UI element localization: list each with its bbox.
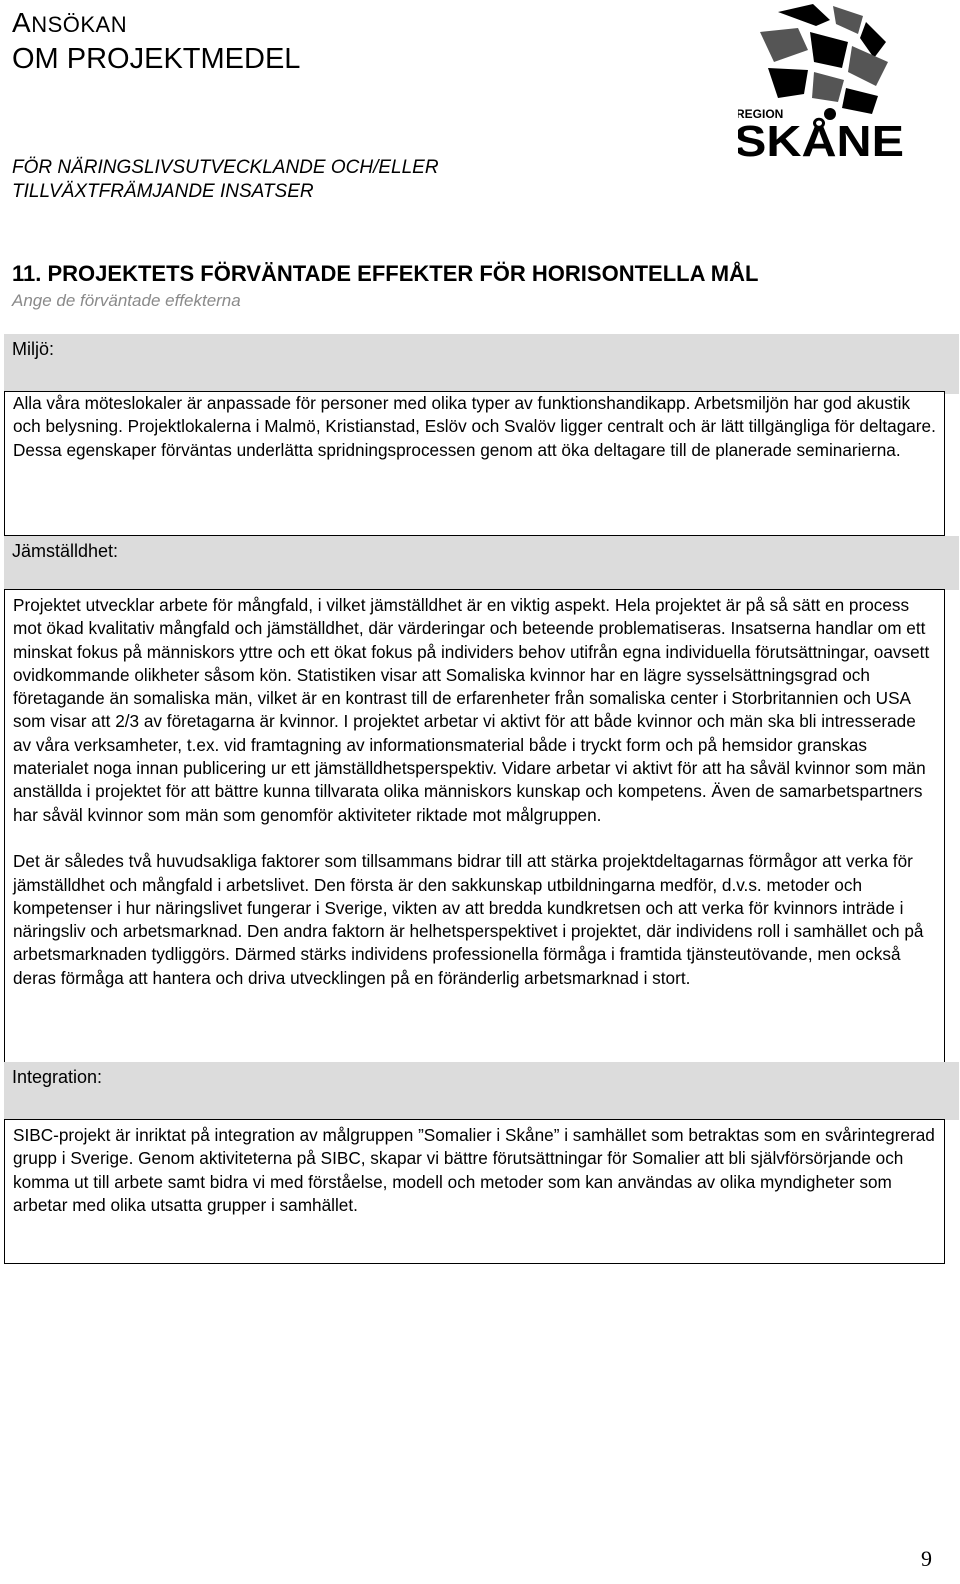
logo-region-text: REGION xyxy=(738,107,784,121)
integration-label: Integration: xyxy=(12,1067,103,1087)
environment-paragraph: Alla våra möteslokaler är anpassade för personer med olika typer av funktionshandikapp. Arbetsmiljön har god akustik och belysning. Projektlokalerna i Malmö, Kristianstad, Eslöv och Svalöv ligger centralt och är lätt tillgängliga för deltagare. Dessa egenskaper förväntas underlätta spridningsprocessen genom att öka deltagare till de planerade seminarierna. xyxy=(13,393,936,460)
section-hint: Ange de förväntade effekterna xyxy=(12,291,241,310)
page-number: 9 xyxy=(921,1546,932,1571)
equality-label-band xyxy=(4,536,959,590)
section-heading: 11. PROJEKTETS FÖRVÄNTADE EFFEKTER FÖR HORISONTELLA MÅL xyxy=(12,261,759,286)
equality-label: Jämställdhet: xyxy=(12,541,119,561)
title-line-2: OM PROJEKTMEDEL xyxy=(12,43,301,75)
title-rest: NSÖKAN xyxy=(31,12,128,37)
integration-paragraph: SIBC-projekt är inriktat på integration av målgruppen ”Somalier i Skåne” i samhället som betraktas som en svårintegrerad grupp i Sverige. Genom aktiviteterna på SIBC, skapar vi bättre förutsättningar för Somalier att bli självförsörjande och komma ut till arbete samt bidra vi med förståelse, modell och metoder som kan användas av olika myndigheter som arbetar med olika utsatta grupper i samhället. xyxy=(13,1125,935,1215)
environment-label-band xyxy=(4,334,959,394)
region-skane-logo xyxy=(738,2,908,162)
document-title xyxy=(12,6,300,76)
equality-paragraph-2: Det är således två huvudsakliga faktorer som tillsammans bidrar till att stärka projektdeltagarnas förmågor att verka för jämställdhet och mångfald i arbetslivet. Den första är den sakkunskap utbildningarna medför, d.v.s. metoder och kompetenser i hur näringslivet fungerar i Sverige, vikten av att bredda kundkretsen och att verka för kvinnors inträde i näringsliv och arbetsmarknad. Den andra faktorn är helhetsperspektivet i projektet, där individens roll i samhället och på arbetsmarknaden tydliggörs. Därmed stärks individens professionella förmåga i framtida tjänsteutövande, men också deras förmåga att hantera och driva utvecklingen på en föränderlig arbetsmarknad i stort. xyxy=(13,851,924,988)
logo-skane-text: SKÅNE xyxy=(738,117,904,162)
document-subtitle xyxy=(12,156,612,204)
subtitle-line-2: TILLVÄXTFRÄMJANDE INSATSER xyxy=(12,181,314,202)
environment-label: Miljö: xyxy=(12,339,55,359)
title-initial: A xyxy=(12,7,32,38)
integration-text-field[interactable] xyxy=(4,1119,945,1264)
title-line-1 xyxy=(12,6,300,42)
equality-text-field[interactable] xyxy=(4,589,945,1063)
equality-paragraph-1: Projektet utvecklar arbete för mångfald, i vilket jämställdhet är en viktig aspekt. Hela projektet är på så sätt en process mot ökad kvalitativ mångfald och jämställdhet, där värderingar och beteende problematiseras. Insatserna handlar om ett minskat fokus på människors yttre och ett ökat fokus på individers behov utifrån egna individuella förutsättningar, oavsett ovidkommande olikheter såsom kön. Statistiken visar att Somaliska kvinnor har en lägre sysselsättningsgrad och företagande än somaliska män, vilket är en kontrast till de erfarenheter från somaliska center i Storbritannien och USA som visar att 2/3 av företagarna är kvinnor. I projektet arbetar vi aktivt för att både kvinnor och män ska bli intresserade av våra verksamheter, t.ex. vid framtagning av informationsmaterial både i tryckt form och på hemsidor granskas materialet noga innan publicering ur ett jämställdhetsperspektiv. Vidare arbetar vi aktivt för att ha såväl kvinnor som män anställda i projektet för att bättre kunna tillvarata olika människors kunskap och kompetens. Även de samarbetspartners har såväl kvinnor som män som genomför aktiviteter riktade mot målgruppen. xyxy=(13,595,930,825)
environment-text-field[interactable] xyxy=(4,391,945,536)
integration-label-band xyxy=(4,1062,959,1120)
griffin-emblem-icon xyxy=(738,2,908,162)
subtitle-line-1: FÖR NÄRINGSLIVSUTVECKLANDE OCH/ELLER xyxy=(12,157,439,178)
